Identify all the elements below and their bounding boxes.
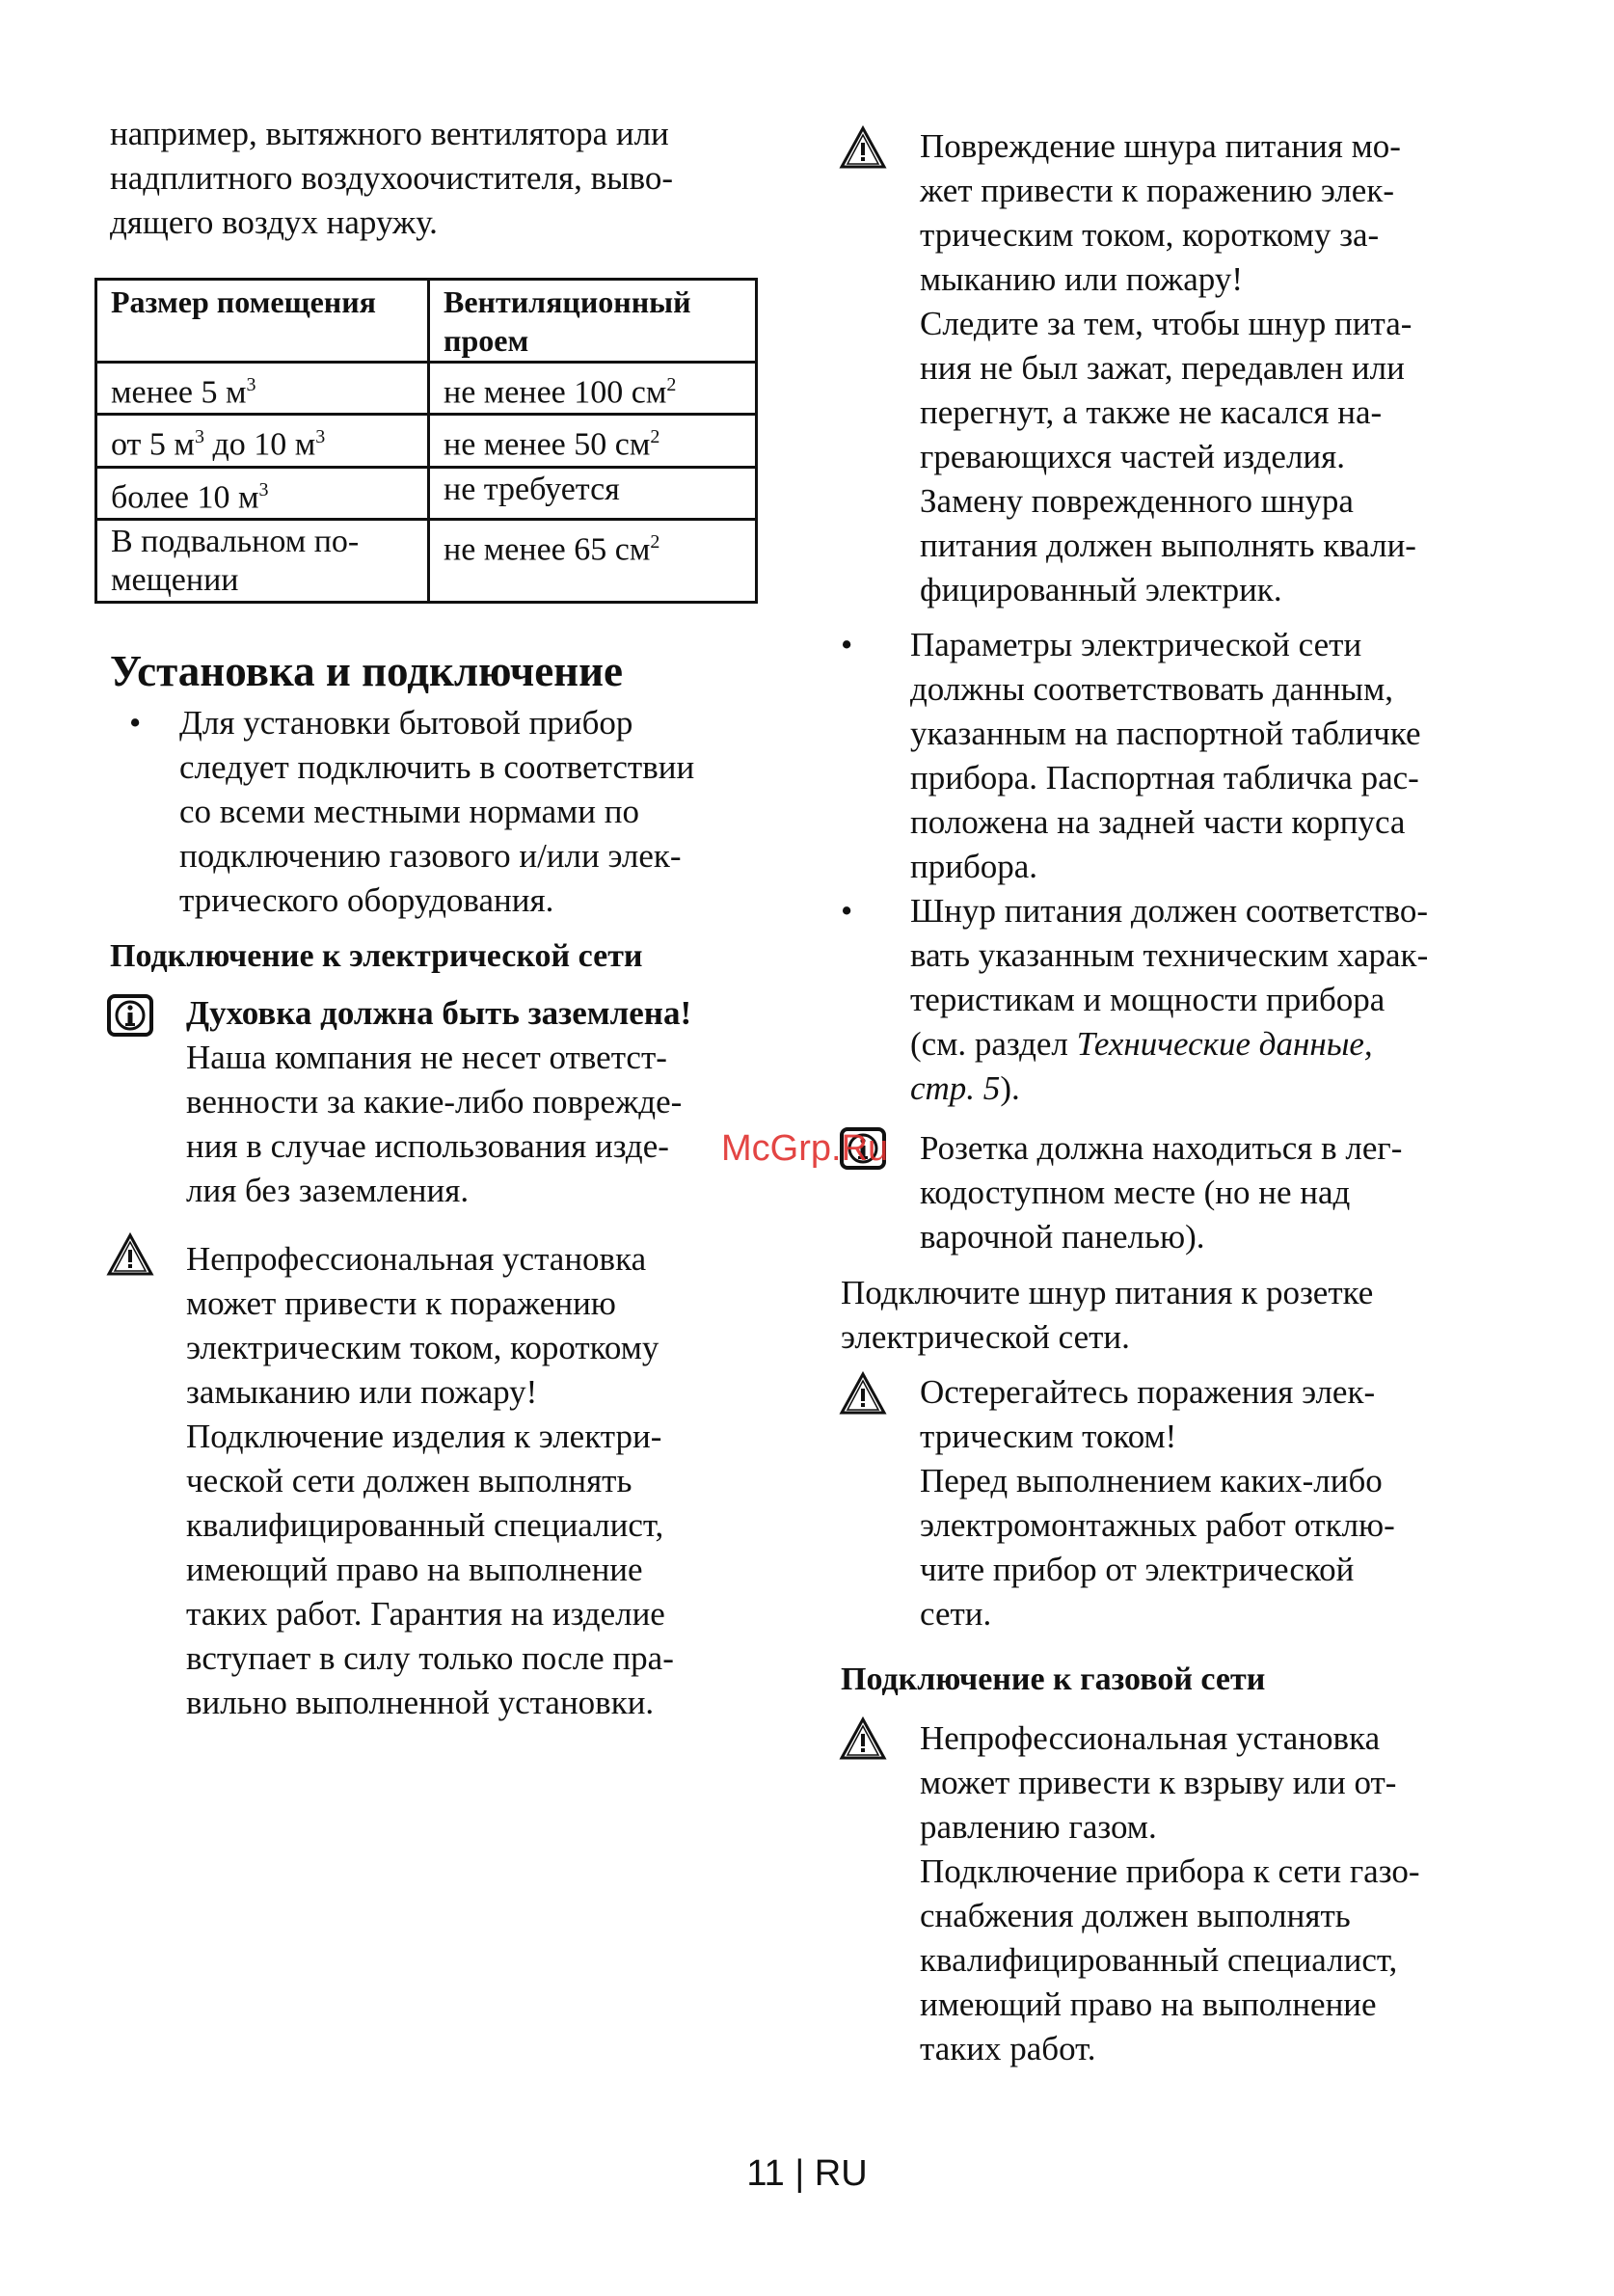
warning-icon — [106, 1232, 154, 1277]
text-line: подключению газового и/или элек- — [179, 837, 682, 875]
text-line: гревающихся частей изделия. — [920, 438, 1345, 475]
text-line: Для установки бытовой прибор — [179, 704, 633, 742]
table-header-vent-opening: Вентиляционный проем — [429, 280, 757, 363]
text-line: жет привести к поражению элек- — [920, 172, 1394, 209]
table-cell-size: более 10 $м^3$ — [96, 467, 429, 519]
table-cell-vent: не менее 50 $см^2$ — [429, 415, 757, 467]
text-line: электрическим током, короткому — [186, 1329, 659, 1366]
text-line: ния не был зажат, передавлен или — [920, 349, 1405, 387]
text-line: Остерегайтесь поражения элек- — [920, 1373, 1376, 1411]
text-line: Подключите шнур питания к розетке — [841, 1274, 1374, 1311]
table-row — [96, 363, 757, 415]
text-line: Подключение прибора к сети газо- — [920, 1852, 1420, 1890]
text-line: Непрофессиональная установка — [920, 1719, 1381, 1757]
table-cell-vent: не менее 100 $см^2$ — [429, 363, 757, 415]
bullet-marker: • — [841, 892, 853, 930]
text-line: может привести к поражению — [186, 1284, 616, 1322]
text-line: Повреждение шнура питания мо- — [920, 127, 1401, 165]
cord-warning-block — [920, 124, 1416, 612]
text-line: Подключение изделия к электри- — [186, 1418, 662, 1455]
text-line: со всеми местными нормами по — [179, 793, 639, 830]
text-line: чите прибор от электрической — [920, 1551, 1355, 1588]
table-header-room-size: Размер помещения — [96, 280, 429, 363]
text-line: Шнур питания должен соответство- — [910, 892, 1429, 930]
text-line: перегнут, а также не касался на- — [920, 393, 1383, 431]
text-line: теристикам и мощности прибора — [910, 981, 1385, 1018]
install-warning-block — [186, 1237, 674, 1725]
grounding-info-title: Духовка должна быть заземлена! — [186, 994, 692, 1032]
text-line: мыканию или пожару! — [920, 260, 1243, 298]
intro-line: дящего воздух наружу. — [110, 203, 438, 241]
text-line: сети. — [920, 1595, 992, 1633]
text-line: Непрофессиональная установка — [186, 1240, 647, 1278]
text-line: ческой сети должен выполнять — [186, 1462, 632, 1499]
cord-spec-bullet — [910, 889, 1428, 1111]
table-header-row — [96, 280, 757, 363]
text-line: трического оборудования. — [179, 881, 554, 919]
shock-warning-block — [920, 1370, 1395, 1636]
table-row — [96, 519, 757, 602]
table-cell-vent: не требуется — [429, 467, 757, 519]
section-title-install: Установка и подключение — [110, 647, 624, 695]
text-line: снабжения должен выполнять — [920, 1897, 1351, 1934]
text-line: Перед выполнением каких-либо — [920, 1462, 1383, 1499]
ventilation-table — [94, 278, 758, 604]
text-line: квалифицированный специалист, — [186, 1506, 664, 1544]
text-line: квалифицированный специалист, — [920, 1941, 1398, 1979]
intro-line: надплитного воздухоочистителя, выво- — [110, 159, 674, 197]
table-row — [96, 467, 757, 519]
text-line: варочной панелью). — [920, 1218, 1205, 1256]
socket-info-block — [920, 1126, 1402, 1259]
table-cell-size: В подвальном по- мещении — [96, 519, 429, 602]
section-reference: Технические данные, — [1076, 1025, 1373, 1063]
text-line: указанным на паспортной табличке — [910, 715, 1421, 752]
text-line: таких работ. — [920, 2030, 1096, 2067]
text-line: электромонтажных работ отклю- — [920, 1506, 1395, 1544]
text-line: Наша компания не несет ответст- — [186, 1039, 667, 1076]
text-line: стр. 5). — [910, 1069, 1020, 1107]
section-title-gas: Подключение к газовой сети — [841, 1661, 1266, 1697]
text-line: вступает в силу только после пра- — [186, 1639, 674, 1677]
text-line: электрической сети. — [841, 1318, 1130, 1356]
warning-icon — [839, 1371, 887, 1416]
text-line: вать указанным техническим харак- — [910, 936, 1429, 974]
text-line: трическим током! — [920, 1418, 1177, 1455]
text-line: лия без заземления. — [186, 1172, 470, 1209]
text-line: прибора. — [910, 848, 1038, 885]
table-cell-size: от 5 $м^3$ до 10 $м^3$ — [96, 415, 429, 467]
table-cell-size: менее 5 $м^3$ — [96, 363, 429, 415]
text-line: венности за какие-либо поврежде- — [186, 1083, 683, 1121]
text-line: Следите за тем, чтобы шнур пита- — [920, 305, 1412, 342]
page-footer: 11 | RU — [746, 2153, 868, 2194]
text-line: прибора. Паспортная табличка рас- — [910, 759, 1419, 797]
warning-icon — [839, 1716, 887, 1761]
intro-paragraph — [110, 112, 673, 245]
bullet-marker: • — [129, 704, 142, 742]
text-line: таких работ. Гарантия на изделие — [186, 1595, 665, 1633]
text-line: Замену поврежденного шнура — [920, 482, 1354, 520]
text-line: вильно выполненной установки. — [186, 1684, 655, 1721]
text-line: замыканию или пожару! — [186, 1373, 538, 1411]
text-line: питания должен выполнять квали- — [920, 527, 1416, 564]
grounding-info-block — [186, 991, 691, 1213]
install-bullet-text — [179, 701, 694, 923]
text-line: имеющий право на выполнение — [186, 1551, 643, 1588]
text-line: (см. раздел Технические данные, — [910, 1025, 1373, 1063]
warning-icon — [839, 125, 887, 170]
bullet-marker: • — [841, 626, 853, 663]
text-line: Розетка должна находиться в лег- — [920, 1129, 1403, 1167]
text-line: фицированный электрик. — [920, 571, 1282, 608]
text-line: должны соответствовать данным, — [910, 670, 1393, 708]
text-line: имеющий право на выполнение — [920, 1985, 1377, 2023]
text-line: ния в случае использования изде- — [186, 1127, 669, 1165]
table-cell-vent: не менее 65 $см^2$ — [429, 519, 757, 602]
text-line: трическим током, короткому за- — [920, 216, 1380, 254]
page-reference: стр. 5 — [910, 1069, 1001, 1107]
network-params-bullet — [910, 623, 1421, 889]
info-icon — [106, 993, 154, 1038]
connect-cord-paragraph — [841, 1271, 1373, 1360]
text-line: следует подключить в соответствии — [179, 748, 695, 786]
table-row — [96, 415, 757, 467]
text-line: положена на задней части корпуса — [910, 803, 1406, 841]
text-line: равлению газом. — [920, 1808, 1157, 1846]
section-title-electric: Подключение к электрической сети — [110, 938, 643, 974]
text-line: может привести к взрыву или от- — [920, 1764, 1397, 1801]
watermark: McGrp.Ru — [721, 1128, 889, 1169]
intro-line: например, вытяжного вентилятора или — [110, 115, 669, 152]
text-line: кодоступном месте (но не над — [920, 1174, 1351, 1211]
text-line: Параметры электрической сети — [910, 626, 1362, 663]
gas-warning-block — [920, 1716, 1420, 2071]
